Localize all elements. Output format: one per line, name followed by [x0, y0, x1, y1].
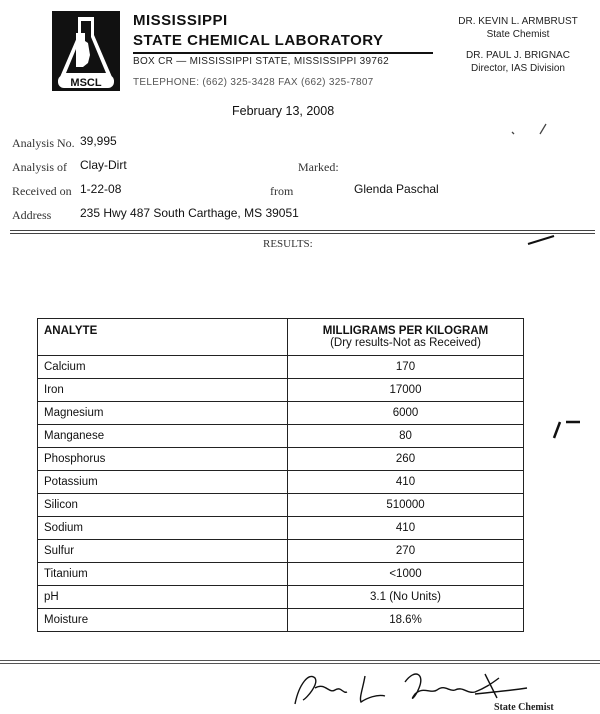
analysis-of-label: Analysis of [12, 160, 67, 174]
analyte-cell: Manganese [38, 425, 288, 448]
received-value: 1-22-08 [80, 182, 122, 196]
table-row [38, 563, 524, 586]
chemist-title: State Chemist [486, 29, 550, 40]
table-row [38, 356, 524, 379]
analyte-cell: Moisture [38, 609, 288, 632]
signature-title: State Chemist [494, 702, 554, 713]
table-row [38, 402, 524, 425]
pen-mark-icon [526, 233, 556, 247]
header-rule [133, 52, 433, 54]
results-rule-bottom [10, 233, 595, 234]
signature-rule-1 [0, 660, 600, 661]
marked-label: Marked: [298, 160, 339, 174]
margin-mark-icon [550, 418, 590, 442]
value-cell: 510000 [288, 494, 524, 517]
results-table [37, 318, 524, 632]
lab-name-line1: MISSISSIPPI [133, 12, 228, 29]
logo-text: MSCL [70, 77, 102, 89]
value-cell: 17000 [288, 379, 524, 402]
analyte-cell: Potassium [38, 471, 288, 494]
value-cell: 80 [288, 425, 524, 448]
lab-address: BOX CR — MISSISSIPPI STATE, MISSISSIPPI 39762 [133, 56, 389, 67]
results-rule-top [10, 230, 595, 231]
analyte-cell: Silicon [38, 494, 288, 517]
address-label: Address [12, 208, 52, 222]
lab-telephone: TELEPHONE: (662) 325-3428 FAX (662) 325-7807 [133, 77, 374, 88]
value-cell: 6000 [288, 402, 524, 425]
analysis-number-value: 39,995 [80, 134, 117, 148]
from-value: Glenda Paschal [354, 182, 439, 196]
mg-per-kg-header [288, 319, 524, 356]
analysis-number-label: Analysis No. [12, 136, 75, 150]
analysis-of-value: Clay-Dirt [80, 158, 127, 172]
analyte-cell: Sodium [38, 517, 288, 540]
analyte-cell: Sulfur [38, 540, 288, 563]
analyte-cell: Titanium [38, 563, 288, 586]
table-row [38, 494, 524, 517]
table-row [38, 425, 524, 448]
director-title: Director, IAS Division [471, 63, 565, 74]
mg-per-kg-title: MILLIGRAMS PER KILOGRAM [322, 325, 489, 337]
analyte-cell: Phosphorus [38, 448, 288, 471]
table-row [38, 609, 524, 632]
table-row [38, 379, 524, 402]
analyte-cell: Magnesium [38, 402, 288, 425]
table-row [38, 540, 524, 563]
chemist-name: DR. KEVIN L. ARMBRUST [458, 16, 578, 27]
report-date: February 13, 2008 [232, 104, 335, 118]
mscl-logo [52, 11, 120, 91]
stray-mark-icon [510, 120, 558, 140]
from-label: from [270, 184, 294, 198]
address-value: 235 Hwy 487 South Carthage, MS 39051 [80, 206, 299, 220]
value-cell: <1000 [288, 563, 524, 586]
value-cell: 270 [288, 540, 524, 563]
analyte-cell: Iron [38, 379, 288, 402]
results-label: RESULTS: [263, 238, 313, 250]
value-cell: 18.6% [288, 609, 524, 632]
value-cell: 410 [288, 517, 524, 540]
table-row [38, 517, 524, 540]
table-header-row [38, 319, 524, 356]
value-cell: 410 [288, 471, 524, 494]
analyte-header: ANALYTE [38, 319, 288, 356]
analyte-cell: Calcium [38, 356, 288, 379]
table-row [38, 586, 524, 609]
value-cell: 260 [288, 448, 524, 471]
analyte-cell: pH [38, 586, 288, 609]
lab-name-line2: STATE CHEMICAL LABORATORY [133, 32, 384, 49]
value-cell: 3.1 (No Units) [288, 586, 524, 609]
value-cell: 170 [288, 356, 524, 379]
results-body [38, 356, 524, 632]
mg-per-kg-subtitle: (Dry results-Not as Received) [330, 337, 481, 349]
flask-logo-icon [52, 11, 120, 91]
director-name: DR. PAUL J. BRIGNAC [466, 50, 570, 61]
table-row [38, 471, 524, 494]
received-label: Received on [12, 184, 72, 198]
table-row [38, 448, 524, 471]
